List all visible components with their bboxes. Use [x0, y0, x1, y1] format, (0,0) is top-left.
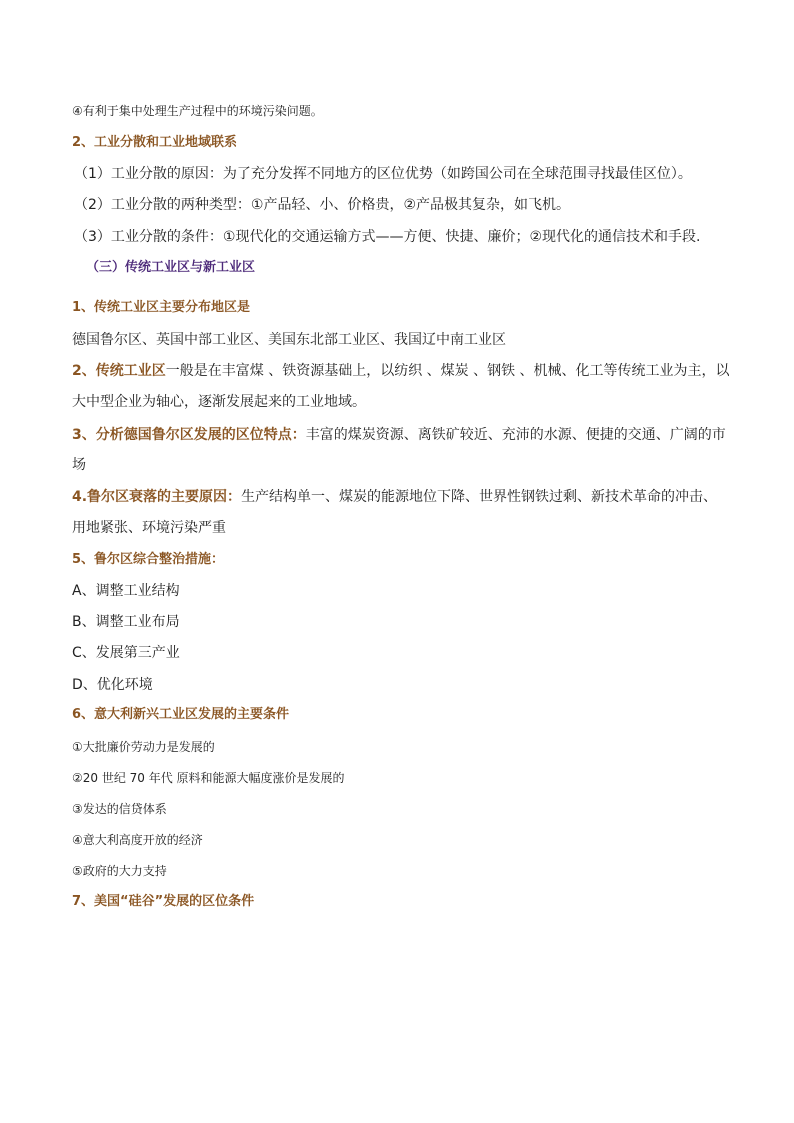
heading-silicon-valley: 7、美国“硅谷”发展的区位条件	[72, 894, 255, 909]
heading-industrial-dispersion: 2、工业分散和工业地域联系	[72, 135, 238, 150]
ruhr-location-line2: 场	[72, 457, 86, 473]
dispersion-types: （2）工业分散的两种类型：①产品轻、小、价格贵，②产品极其复杂，如飞机。	[74, 197, 571, 213]
measure-b: B、调整工业布局	[72, 614, 180, 630]
dispersion-conditions: （3）工业分散的条件：①现代化的交通运输方式——方便、快捷、廉价；②现代化的通信技术和手段.	[74, 229, 701, 245]
measure-a: A、调整工业结构	[72, 583, 180, 599]
heading-italy-conditions: 6、意大利新兴工业区发展的主要条件	[72, 707, 290, 722]
traditional-definition-label: 2、传统工业区	[72, 363, 166, 379]
heading-traditional-distribution: 1、传统工业区主要分布地区是	[72, 300, 251, 315]
italy-condition-1: ①大批廉价劳动力是发展的	[72, 740, 215, 754]
item-env-pollution: ④有利于集中处理生产过程中的环境污染问题。	[72, 104, 323, 118]
ruhr-location-line1	[72, 425, 726, 445]
traditional-definition-line2: 大中型企业为轴心，逐渐发展起来的工业地域。	[72, 394, 366, 410]
dispersion-reason: （1）工业分散的原因：为了充分发挥不同地方的区位优势（如跨国公司在全球范围寻找最佳区位）。	[74, 166, 692, 182]
ruhr-location-label: 3、分析德国鲁尔区发展的区位特点：	[72, 427, 306, 443]
italy-condition-4: ④意大利高度开放的经济	[72, 833, 203, 847]
ruhr-decline-line2: 用地紧张、环境污染严重	[72, 520, 226, 536]
traditional-definition-line1	[72, 361, 730, 381]
traditional-definition-text: 一般是在丰富煤 、铁资源基础上，以纺织 、煤炭 、钢铁 、机械、化工等传统工业为主，以	[165, 363, 730, 379]
italy-condition-3: ③发达的信贷体系	[72, 802, 167, 816]
heading-ruhr-measures: 5、鲁尔区综合整治措施：	[72, 552, 225, 567]
traditional-distribution-text: 德国鲁尔区、英国中部工业区、美国东北部工业区、我国辽中南工业区	[72, 332, 506, 348]
ruhr-decline-text: 生产结构单一、煤炭的能源地位下降、世界性钢铁过剩、新技术革命的冲击、	[241, 489, 718, 505]
measure-c: C、发展第三产业	[72, 645, 180, 661]
measure-d: D、优化环境	[72, 677, 153, 693]
ruhr-decline-label: 4.鲁尔区衰落的主要原因：	[72, 489, 242, 505]
section-heading-traditional-new: （三）传统工业区与新工业区	[86, 260, 256, 275]
ruhr-decline-line1	[72, 487, 717, 507]
italy-condition-5: ⑤政府的大力支持	[72, 864, 167, 878]
italy-condition-2: ②20 世纪 70 年代 原料和能源大幅度涨价是发展的	[72, 771, 345, 785]
ruhr-location-text: 丰富的煤炭资源、离铁矿较近、充沛的水源、便捷的交通、广阔的市	[305, 427, 726, 443]
